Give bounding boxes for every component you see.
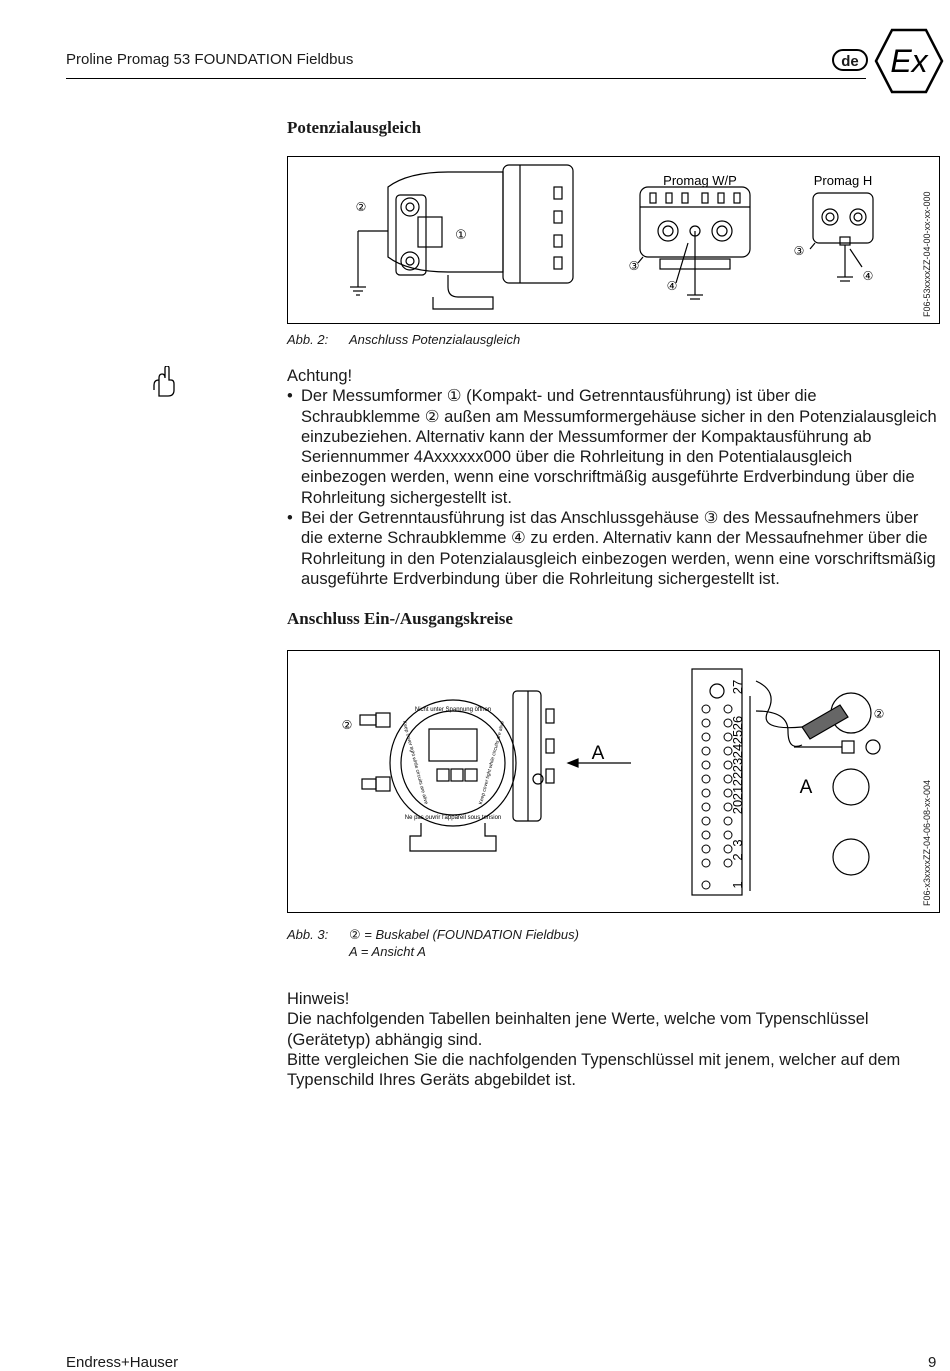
ex-mark-text: Ex: [890, 43, 928, 79]
figure-potenzialausgleich: [287, 156, 940, 324]
running-header-title: Proline Promag 53 FOUNDATION Fieldbus: [66, 51, 354, 68]
figure-3-caption-line2: A = Ansicht A: [349, 944, 426, 959]
callout-4-h: ④: [862, 269, 874, 283]
terminal-27: 27: [730, 679, 745, 695]
note-line-1: Die nachfolgenden Tabellen beinhalten jene Werte, welche vom Typenschlüssel (Gerätetyp) abhängig sind.: [287, 1010, 869, 1049]
terminal-23: 23: [730, 757, 745, 773]
potenzialausgleich-drawing: [288, 157, 941, 325]
terminal-26: 26: [730, 715, 745, 731]
view-label-a-right: A: [799, 777, 813, 798]
ex-mark-logo: [874, 28, 944, 94]
figure-3-source-id: F06-x3xxxxZZ-04-06-08-xx-004: [922, 779, 932, 906]
terminal-2: 2: [730, 853, 745, 861]
warning-list: [287, 386, 937, 589]
figure-2-source-id: F06-53xxxxZZ-04-00-xx-xx-000: [922, 191, 932, 317]
section-heading-potenzialausgleich: Potenzialausgleich: [287, 118, 422, 137]
housing-text-right: Keep cover tight while circuits are alive: [477, 720, 507, 806]
pointing-hand-icon: [150, 366, 176, 398]
callout-2-s1: ②: [355, 200, 367, 214]
figure-2-caption-text: Anschluss Potenzialausgleich: [349, 332, 521, 347]
terminal-21: 21: [730, 785, 745, 801]
view-label-a-left: A: [591, 743, 605, 764]
terminal-20: 20: [730, 799, 745, 815]
footer-brand: Endress+Hauser: [66, 1354, 179, 1371]
terminal-1: 1: [730, 881, 745, 889]
figure-anschluss: [287, 650, 940, 913]
warning-item: • Der Messumformer ① (Kompakt- und Getrenntausführung) ist über die Schraubklemme ② außen am Messumformergehäuse sicher in den Potenzialausgleich einzubeziehen. Alternativ kann der Messumformer der Kompaktausführung ab Seriennummer 4Axxxxxx000 über die Rohrleitung in den Potentialausgleich einbezogen werden, wenn eine vorschriftmäßig ausgeführte Erdverbindung über die Rohrleitung sichergestellt ist.: [287, 386, 937, 508]
figure-3-caption-line1: ② = Buskabel (FOUNDATION Fieldbus): [349, 927, 579, 942]
language-badge: de: [832, 49, 868, 71]
section-heading-anschluss: Anschluss Ein-/Ausgangskreise: [287, 609, 513, 628]
anschluss-drawing: [288, 651, 941, 914]
housing-text-top: Nicht unter Spannung öffnen: [414, 707, 492, 713]
housing-text-left: Keep cover tight while circuits are alive: [400, 720, 430, 806]
figure-3-caption: [287, 926, 579, 960]
housing-text-bottom: Ne pas ouvrir l'appareil sous tension: [404, 815, 502, 821]
callout-1-s1: ①: [455, 227, 467, 242]
figure-2-number: Abb. 2:: [287, 332, 329, 347]
warning-title: Achtung!: [287, 367, 353, 385]
header-divider: [66, 78, 866, 79]
callout-2-right: ②: [873, 707, 885, 721]
callout-4-wp: ④: [666, 279, 678, 293]
callout-2-left: ②: [341, 718, 353, 732]
page-number: 9: [928, 1354, 937, 1371]
figure-2-caption: [287, 332, 520, 347]
terminal-3: 3: [730, 839, 745, 847]
note-line-2: Bitte vergleichen Sie die nachfolgenden Typenschlüssel mit jenem, welcher auf dem Typenschild Ihres Geräts abgebildet ist.: [287, 1050, 901, 1090]
terminal-24: 24: [730, 743, 745, 759]
label-promag-wp: Promag W/P: [663, 173, 737, 188]
callout-3-wp: ③: [628, 259, 640, 273]
warning-item: • Bei der Getrenntausführung ist das Anschlussgehäuse ③ des Messaufnehmers über die externe Schraubklemme ④ zu erden. Alternativ kann der Messaufnehmer über die Rohrleitung in den Potenzialausgleich einbezogen werden, wenn eine vorschriftsmäßig ausgeführte Erdverbindung über die Rohrleitung sichergestellt ist.: [287, 508, 937, 589]
figure-3-number: Abb. 3:: [287, 927, 329, 942]
callout-3-h: ③: [793, 244, 805, 258]
terminal-22: 22: [730, 771, 745, 787]
note-title: Hinweis!: [287, 990, 350, 1008]
warning-block: [287, 366, 937, 589]
note-block: [287, 989, 937, 1090]
terminal-25: 25: [730, 729, 745, 745]
label-promag-h: Promag H: [813, 173, 873, 188]
